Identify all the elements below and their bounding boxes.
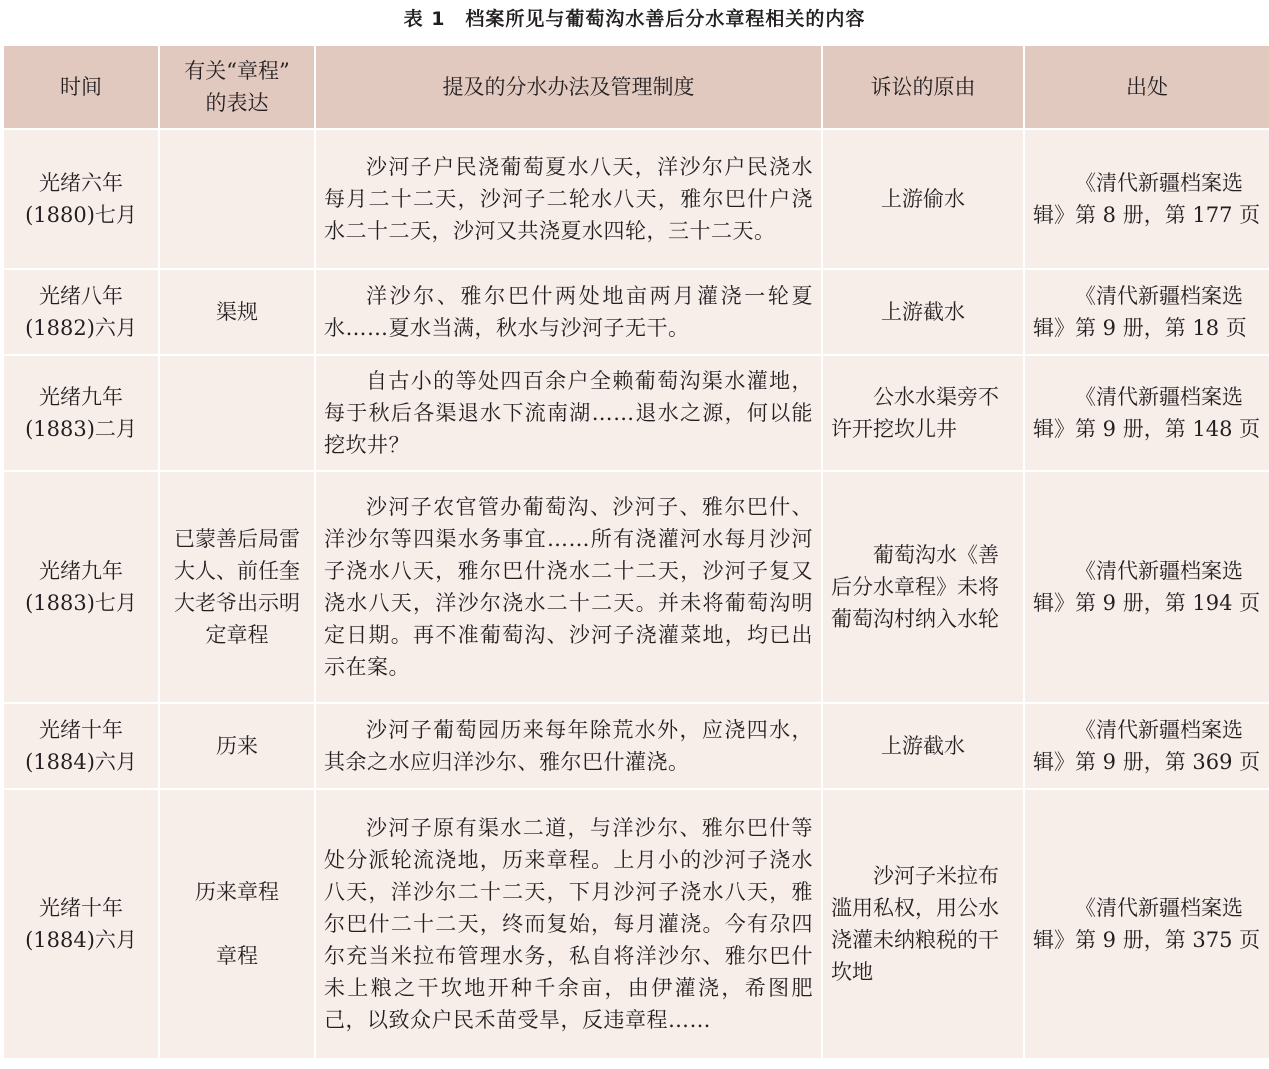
rules-cell — [160, 356, 314, 470]
method-cell: 自古小的等处四百余户全赖葡萄沟渠水灌地，每于秋后各渠退水下流南湖……退水之源，何以能挖坎井？ — [316, 356, 821, 470]
rules-cell — [160, 130, 314, 268]
rules-line1: 历来章程 — [195, 880, 279, 904]
source-cell: 《清代新疆档案选辑》第 9 册，第 18 页 — [1025, 270, 1269, 354]
method-cell: 洋沙尔、雅尔巴什两处地亩两月灌浇一轮夏水……夏水当满，秋水与沙河子无干。 — [316, 270, 821, 354]
table-row — [4, 704, 1269, 788]
cause-cell: 上游截水 — [823, 270, 1023, 354]
time-line2: (1883)二月 — [25, 417, 137, 441]
cause-cell: 沙河子米拉布滥用私权，用公水浇灌未纳粮税的干坎地 — [823, 790, 1023, 1058]
time-line1: 光绪十年 — [39, 896, 123, 920]
header-method: 提及的分水办法及管理制度 — [316, 46, 821, 128]
time-line1: 光绪九年 — [39, 559, 123, 583]
table-row — [4, 790, 1269, 1058]
time-line1: 光绪十年 — [39, 718, 123, 742]
time-cell — [4, 472, 158, 702]
time-cell — [4, 130, 158, 268]
time-line2: (1882)六月 — [25, 316, 137, 340]
rules-line2: 章程 — [216, 944, 258, 968]
table-row — [4, 270, 1269, 354]
source-cell: 《清代新疆档案选辑》第 9 册，第 194 页 — [1025, 472, 1269, 702]
time-line2: (1883)七月 — [25, 591, 137, 615]
rules-cell: 已蒙善后局雷大人、前任奎大老爷出示明定章程 — [160, 472, 314, 702]
time-line1: 光绪九年 — [39, 385, 123, 409]
time-line2: (1884)六月 — [25, 928, 137, 952]
table-row — [4, 472, 1269, 702]
time-cell — [4, 790, 158, 1058]
method-cell: 沙河子农官管办葡萄沟、沙河子、雅尔巴什、洋沙尔等四渠水务事宜……所有浇灌河水每月沙河子浇水八天，雅尔巴什浇水二十二天，沙河子复又浇水八天，洋沙尔浇水二十二天。并未将葡萄沟明定日期。再不准葡萄沟、沙河子浇灌菜地，均已出示在案。 — [316, 472, 821, 702]
header-rules-line2: 的表达 — [205, 91, 269, 115]
source-cell: 《清代新疆档案选辑》第 9 册，第 148 页 — [1025, 356, 1269, 470]
header-cause: 诉讼的原由 — [823, 46, 1023, 128]
header-rules-line1: 有关“章程” — [184, 59, 290, 83]
header-row — [4, 46, 1269, 128]
cause-cell: 葡萄沟水《善后分水章程》未将葡萄沟村纳入水轮 — [823, 472, 1023, 702]
header-time: 时间 — [4, 46, 158, 128]
cause-cell: 上游截水 — [823, 704, 1023, 788]
table-row — [4, 130, 1269, 268]
time-line2: (1884)六月 — [25, 750, 137, 774]
time-line1: 光绪六年 — [39, 171, 123, 195]
method-cell: 沙河子户民浇葡萄夏水八天，洋沙尔户民浇水每月二十二天，沙河子二轮水八天，雅尔巴什户浇水二十二天，沙河又共浇夏水四轮，三十二天。 — [316, 130, 821, 268]
cause-cell: 上游偷水 — [823, 130, 1023, 268]
method-cell: 沙河子原有渠水二道，与洋沙尔、雅尔巴什等处分派轮流浇地，历来章程。上月小的沙河子浇水八天，洋沙尔二十二天，下月沙河子浇水八天，雅尔巴什二十二天，终而复始，每月灌浇。今有尕四尔充当米拉布管理水务，私自将洋沙尔、雅尔巴什未上粮之干坎地开种千余亩，由伊灌浇，希图肥己，以致众户民禾苗受旱，反违章程…… — [316, 790, 821, 1058]
table-title: 表 1 档案所见与葡萄沟水善后分水章程相关的内容 — [403, 8, 866, 30]
time-line1: 光绪八年 — [39, 284, 123, 308]
header-source: 出处 — [1025, 46, 1269, 128]
header-rules — [160, 46, 314, 128]
time-line2: (1880)七月 — [25, 203, 137, 227]
time-cell — [4, 704, 158, 788]
archive-table — [2, 44, 1269, 1060]
source-cell: 《清代新疆档案选辑》第 9 册，第 375 页 — [1025, 790, 1269, 1058]
table-row — [4, 356, 1269, 470]
rules-cell — [160, 790, 314, 1058]
method-cell: 沙河子葡萄园历来每年除荒水外，应浇四水，其余之水应归洋沙尔、雅尔巴什灌浇。 — [316, 704, 821, 788]
rules-gap — [168, 908, 306, 940]
rules-cell: 历来 — [160, 704, 314, 788]
source-cell: 《清代新疆档案选辑》第 8 册，第 177 页 — [1025, 130, 1269, 268]
cause-cell: 公水水渠旁不许开挖坎儿井 — [823, 356, 1023, 470]
source-cell: 《清代新疆档案选辑》第 9 册，第 369 页 — [1025, 704, 1269, 788]
time-cell — [4, 270, 158, 354]
rules-cell: 渠规 — [160, 270, 314, 354]
time-cell — [4, 356, 158, 470]
